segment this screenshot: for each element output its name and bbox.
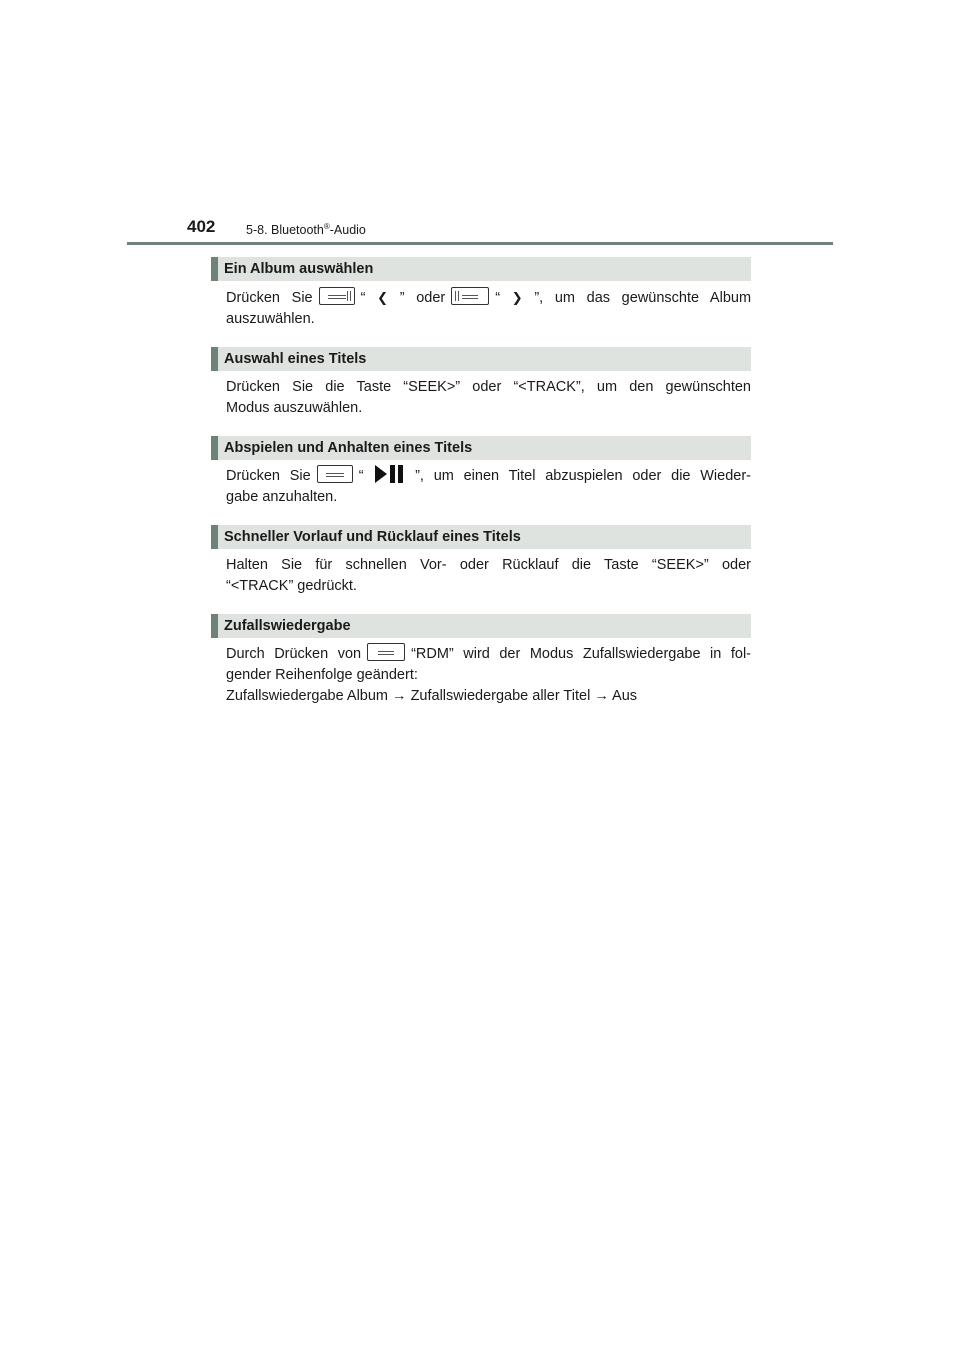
page-number: 402 xyxy=(187,217,216,236)
text: “RDM” wird der Modus Zufallswiedergabe in fol- xyxy=(411,646,751,662)
paragraph-random xyxy=(211,644,751,707)
text: ” oder xyxy=(399,290,446,306)
panel-button-icon xyxy=(319,287,355,305)
paragraph-line xyxy=(226,466,751,487)
heading-track: Auswahl eines Titels xyxy=(211,347,751,371)
chevron-right-icon: ❯ xyxy=(511,290,523,305)
text: Drücken Sie xyxy=(226,290,313,306)
chevron-left-icon: ❮ xyxy=(377,290,389,305)
heading-random: Zufallswiedergabe xyxy=(211,614,751,638)
paragraph-line xyxy=(226,287,751,309)
quote-open: “ xyxy=(495,290,501,306)
text: ”, um das gewünschte Album xyxy=(534,290,752,306)
paragraph-line: Halten Sie für schnellen Vor- oder Rücklauf die Taste “SEEK>” oder xyxy=(226,557,751,573)
panel-button-icon xyxy=(367,643,405,661)
quote-open: “ xyxy=(360,290,366,306)
paragraph-track xyxy=(211,377,751,419)
panel-button-icon xyxy=(317,465,353,483)
chapter-label xyxy=(246,222,366,237)
heading-seek: Schneller Vorlauf und Rücklauf eines Titels xyxy=(211,525,751,549)
paragraph-line: Zufallswiedergabe Album → Zufallswiedergabe aller Titel → Aus xyxy=(226,688,638,704)
quote-open: “ xyxy=(358,468,364,484)
paragraph-line: Drücken Sie die Taste “SEEK>” oder “<TRACK”, um den gewünschten xyxy=(226,379,751,395)
chapter-label-suffix: -Audio xyxy=(329,223,366,237)
text: Durch Drücken von xyxy=(226,646,362,662)
paragraph-play-pause xyxy=(211,466,751,508)
paragraph-seek xyxy=(211,555,751,597)
paragraph-line: “<TRACK” gedrückt. xyxy=(226,578,357,594)
heading-album: Ein Album auswählen xyxy=(211,257,751,281)
play-pause-icon xyxy=(373,464,405,484)
paragraph-line xyxy=(226,644,751,665)
panel-button-icon xyxy=(451,287,489,305)
text: ”, um einen Titel abzuspielen oder die Wieder- xyxy=(415,468,752,484)
paragraph-line: gender Reihenfolge geändert: xyxy=(226,667,418,683)
text: Drücken Sie xyxy=(226,468,311,484)
heading-play-pause: Abspielen und Anhalten eines Titels xyxy=(211,436,751,460)
paragraph-line: gabe anzuhalten. xyxy=(226,489,338,505)
paragraph-album xyxy=(211,287,751,330)
registered-mark: ® xyxy=(323,222,330,231)
chapter-label-prefix: 5-8. Bluetooth xyxy=(246,223,324,237)
content xyxy=(211,257,751,724)
paragraph-line: auszuwählen. xyxy=(226,311,315,327)
header-rule xyxy=(127,242,833,245)
paragraph-line: Modus auszuwählen. xyxy=(226,400,363,416)
